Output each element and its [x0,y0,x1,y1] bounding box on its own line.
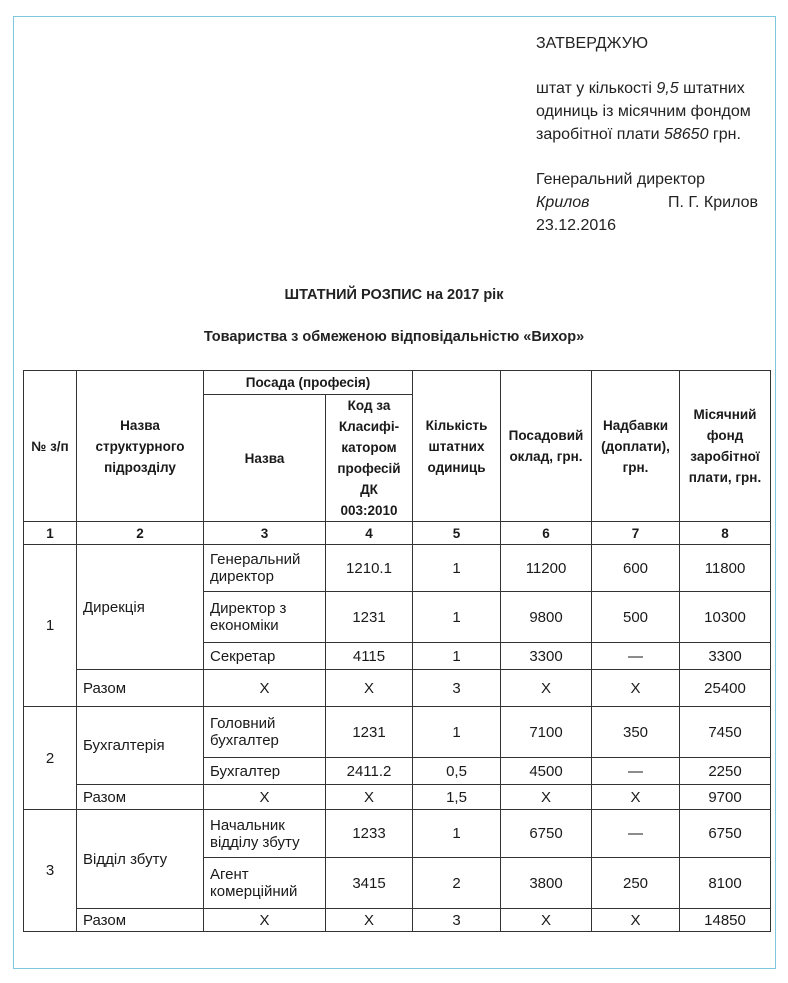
cell-code: 3415 [326,858,413,909]
header-bonus: Надбавки (доплати), грн. [592,371,680,522]
cell-count: 1 [413,643,501,670]
header-num: № з/п [24,371,77,522]
column-numbers-row [24,522,771,545]
total-fund: 25400 [680,670,771,707]
header-salary: Посадовий оклад, грн. [501,371,592,522]
total-code: Х [326,909,413,932]
approval-fund-line: одиниць із місячним фондом [536,103,751,120]
cell-bonus: 600 [592,545,680,592]
header-position-name: Назва [204,395,326,522]
total-position: Х [204,785,326,810]
total-code: Х [326,670,413,707]
column-number: 5 [413,522,501,545]
staff-count-value: 9,5 [656,80,679,97]
department-name: Бухгалтерія [77,707,204,785]
header-unit: Назва структурного підрозділу [77,371,204,522]
staff-table [23,370,771,932]
column-number: 7 [592,522,680,545]
approval-title: ЗАТВЕРДЖУЮ [536,35,649,52]
approver-position: Генеральний директор [536,171,706,188]
position-name: Начальник відділу збуту [204,810,326,858]
approval-salary-line: заробітної плати 58650 грн. [536,126,741,143]
cell-code: 1210.1 [326,545,413,592]
cell-count: 1 [413,592,501,643]
total-count: 3 [413,909,501,932]
column-number: 1 [24,522,77,545]
total-bonus: Х [592,670,680,707]
cell-bonus: — [592,643,680,670]
header-position-group: Посада (професія) [204,371,413,395]
total-row [24,785,771,810]
cell-code: 1233 [326,810,413,858]
position-name: Агент комерційний [204,858,326,909]
department-name: Відділ збуту [77,810,204,909]
cell-code: 4115 [326,643,413,670]
signature-row [536,191,758,214]
document-title: ШТАТНИЙ РОЗПИС на 2017 рік [284,287,504,303]
cell-count: 2 [413,858,501,909]
cell-code: 2411.2 [326,758,413,785]
cell-code: 1231 [326,707,413,758]
column-number: 3 [204,522,326,545]
total-salary: Х [501,670,592,707]
cell-code: 1231 [326,592,413,643]
cell-bonus: 500 [592,592,680,643]
position-name: Бухгалтер [204,758,326,785]
table-row [24,707,771,758]
department-number: 2 [24,707,77,810]
cell-bonus: 350 [592,707,680,758]
cell-salary: 7100 [501,707,592,758]
approval-date: 23.12.2016 [536,217,617,234]
total-label: Разом [77,785,204,810]
total-fund: 9700 [680,785,771,810]
column-number: 8 [680,522,771,545]
position-name: Секретар [204,643,326,670]
cell-fund: 3300 [680,643,771,670]
total-position: Х [204,670,326,707]
total-salary: Х [501,785,592,810]
cell-count: 1 [413,707,501,758]
total-bonus: Х [592,785,680,810]
total-label: Разом [77,670,204,707]
cell-fund: 6750 [680,810,771,858]
header-count: Кількість штатних одиниць [413,371,501,522]
column-number: 2 [77,522,204,545]
department-name: Дирекція [77,545,204,670]
total-count: 3 [413,670,501,707]
department-number: 1 [24,545,77,707]
cell-bonus: — [592,810,680,858]
approver-name: П. Г. Крилов [667,194,758,211]
table-row [24,810,771,858]
cell-bonus: — [592,758,680,785]
position-name: Директор з економіки [204,592,326,643]
total-label: Разом [77,909,204,932]
salary-fund-value: 58650 [663,126,709,143]
total-count: 1,5 [413,785,501,810]
header-fund: Місячний фонд заробітної плати, грн. [680,371,771,522]
position-name: Генеральний директор [204,545,326,592]
table-row [24,545,771,592]
total-bonus: Х [592,909,680,932]
cell-fund: 2250 [680,758,771,785]
column-number: 6 [501,522,592,545]
cell-salary: 3800 [501,858,592,909]
position-name: Головний бухгалтер [204,707,326,758]
cell-fund: 8100 [680,858,771,909]
header-code: Код за Класифі-катором професій ДК 003:2010 [326,395,413,522]
cell-count: 1 [413,545,501,592]
total-row [24,670,771,707]
cell-fund: 10300 [680,592,771,643]
document-subtitle: Товариства з обмеженою відповідальністю «Вихор» [203,329,585,345]
cell-fund: 11800 [680,545,771,592]
cell-salary: 3300 [501,643,592,670]
total-position: Х [204,909,326,932]
cell-fund: 7450 [680,707,771,758]
column-number: 4 [326,522,413,545]
approval-block [536,32,766,237]
cell-bonus: 250 [592,858,680,909]
cell-salary: 9800 [501,592,592,643]
cell-salary: 4500 [501,758,592,785]
approval-staff-line: штат у кількості 9,5 штатних [536,80,745,97]
cell-count: 1 [413,810,501,858]
cell-count: 0,5 [413,758,501,785]
total-salary: Х [501,909,592,932]
department-number: 3 [24,810,77,932]
total-row [24,909,771,932]
cell-salary: 6750 [501,810,592,858]
signature: Крилов [536,194,590,211]
cell-salary: 11200 [501,545,592,592]
total-fund: 14850 [680,909,771,932]
total-code: Х [326,785,413,810]
